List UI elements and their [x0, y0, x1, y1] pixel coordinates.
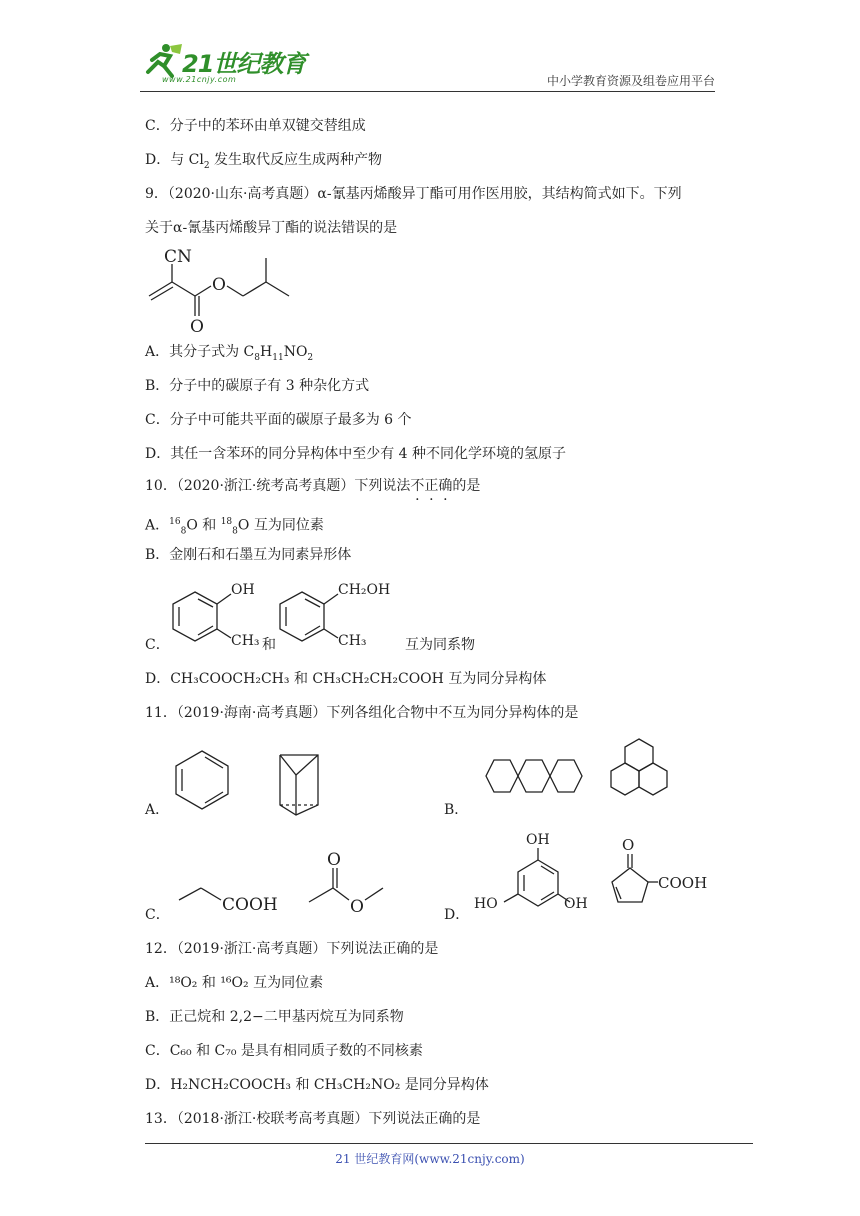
q10-option-c-label: C．: [145, 637, 170, 653]
q11a-benzene: [170, 745, 240, 815]
q11c-o-carbonyl: O: [327, 850, 341, 870]
q11-option-c-label: C．: [145, 907, 170, 923]
q9a-sub: 2: [307, 352, 314, 363]
q11c-o-ester: O: [350, 897, 364, 917]
q9-o-carbonyl-label: O: [190, 317, 204, 337]
q12-option-b: B．正己烷和 2,2−二甲基丙烷互为同系物: [145, 1009, 404, 1025]
q8d-text: D．与 Cl: [145, 152, 204, 168]
q9-option-d: D．其任一含苯环的同分异构体中至少有 4 种不同化学环境的氢原子: [145, 446, 567, 462]
q10c-ch3-label: CH₃: [231, 633, 260, 649]
emphasis-dot-char: 确: [438, 478, 453, 494]
q8-option-d: [145, 150, 382, 176]
q10-option-d: D．CH₃COOCH₂CH₃ 和 CH₃CH₂CH₂COOH 互为同分异构体: [145, 671, 547, 687]
q11d-cyclopentenone-acid: [600, 832, 710, 912]
q9-stem-line2: 关于α-氰基丙烯酸异丁酯的说法错误的是: [145, 220, 398, 236]
bond: [243, 282, 266, 296]
q10-option-c-text: 互为同系物: [405, 637, 475, 653]
q12-option-a: A．¹⁸O₂ 和 ¹⁶O₂ 互为同位素: [145, 975, 324, 991]
q9-option-c: C．分子中可能共平面的碳原子最多为 6 个: [145, 412, 412, 428]
q8d-sub: 2: [203, 160, 210, 171]
bond: [172, 282, 195, 296]
q9-structure: [145, 244, 305, 337]
q9-o-ester-label: O: [212, 275, 226, 295]
q10a-text: A．: [145, 517, 170, 534]
q11-option-a-label: A．: [145, 802, 170, 818]
footer-divider: [145, 1143, 753, 1144]
q10c-structure-phenol: [165, 574, 275, 654]
q11-stem: 11．（2019·海南·高考真题）下列各组化合物中不互为同分异构体的是: [145, 705, 579, 721]
q11c-cooh-label: COOH: [222, 895, 278, 915]
logo: [140, 38, 330, 94]
q10-text: 的是: [452, 478, 481, 494]
q11d-ho-left: HO: [474, 896, 498, 912]
q10-option-b: B．金刚石和石墨互为同素异形体: [145, 547, 352, 563]
q11-option-d-label: D．: [444, 907, 470, 923]
q8d-text-post: 发生取代反应生成两种产物: [209, 152, 383, 168]
q10c-ch3-label-2: CH₃: [338, 633, 367, 649]
q10-text: 10．（2020·浙江·统考高考真题）下列说法: [145, 478, 411, 494]
header-platform-text: 中小学教育资源及组卷应用平台: [546, 74, 715, 88]
q9a-text: H: [260, 344, 273, 360]
q10c-oh-label: OH: [231, 582, 255, 598]
q10-option-a: [145, 512, 324, 541]
logo-url: www.21cnjy.com: [162, 75, 237, 84]
q9-stem-line1: 9．（2020·山东·高考真题）α-氰基丙烯酸异丁酯可用作医用胶，其结构简式如下。下列: [145, 186, 682, 202]
q8-option-c: C．分子中的苯环由单双键交替组成: [145, 118, 366, 134]
header-divider: [140, 91, 715, 92]
footer-link[interactable]: 21 世纪教育网(www.21cnjy.com): [335, 1152, 525, 1166]
q9a-text: NO: [283, 344, 308, 360]
q10-stem: [145, 476, 480, 496]
bond: [195, 286, 211, 296]
q9a-text: A．其分子式为 C: [145, 344, 255, 360]
q13-stem: 13．（2018·浙江·校联考高考真题）下列说法正确的是: [145, 1111, 481, 1127]
q12-option-d: D．H₂NCH₂COOCH₃ 和 CH₃CH₂NO₂ 是同分异构体: [145, 1077, 489, 1093]
q11c-methyl-acetate: [305, 848, 395, 928]
q11-option-b-label: B．: [444, 802, 469, 818]
q9a-sub: 8: [254, 352, 261, 363]
q11b-phenalene-skeleton: [603, 735, 683, 815]
q10c-ch2oh-label: CH₂OH: [338, 582, 391, 598]
q10a-sup: 16: [169, 517, 181, 527]
q10a-text: O 互为同位素: [237, 517, 324, 534]
page-header: [140, 38, 715, 94]
q9-cn-label: CN: [164, 247, 192, 267]
q12-stem: 12．（2019·浙江·高考真题）下列说法正确的是: [145, 941, 439, 957]
q11b-anthracene-skeleton: [478, 750, 588, 810]
q11d-phloroglucinol: [474, 828, 604, 918]
emphasis-dot-char: 不: [410, 478, 425, 494]
q10a-sub: 8: [232, 526, 238, 537]
q11c-propanoic-acid: [175, 862, 285, 922]
q9a-sub: 11: [272, 352, 284, 363]
q10c-structure-benzyl-alcohol: [272, 574, 402, 654]
bond: [266, 282, 289, 296]
emphasis-dot-char: 正: [424, 478, 439, 494]
logo-text: 21世纪教育: [182, 50, 306, 78]
q11d-oh-right: OH: [564, 896, 588, 912]
q9-option-b: B．分子中的碳原子有 3 种杂化方式: [145, 378, 370, 394]
q10-option-c-and: 和: [262, 637, 276, 653]
q11d-o-label: O: [622, 836, 635, 854]
q12-option-c: C．C₆₀ 和 C₇₀ 是具有相同质子数的不同核素: [145, 1043, 423, 1059]
q9-option-a: [145, 342, 313, 368]
bond: [227, 286, 243, 296]
q11d-oh-top: OH: [526, 832, 550, 848]
q10a-sub: 8: [180, 526, 187, 537]
q10a-sup: 18: [220, 517, 233, 527]
q10a-text: O 和: [186, 517, 221, 534]
q11d-cooh-label: COOH: [658, 874, 708, 892]
q11a-prismane: [270, 745, 330, 825]
